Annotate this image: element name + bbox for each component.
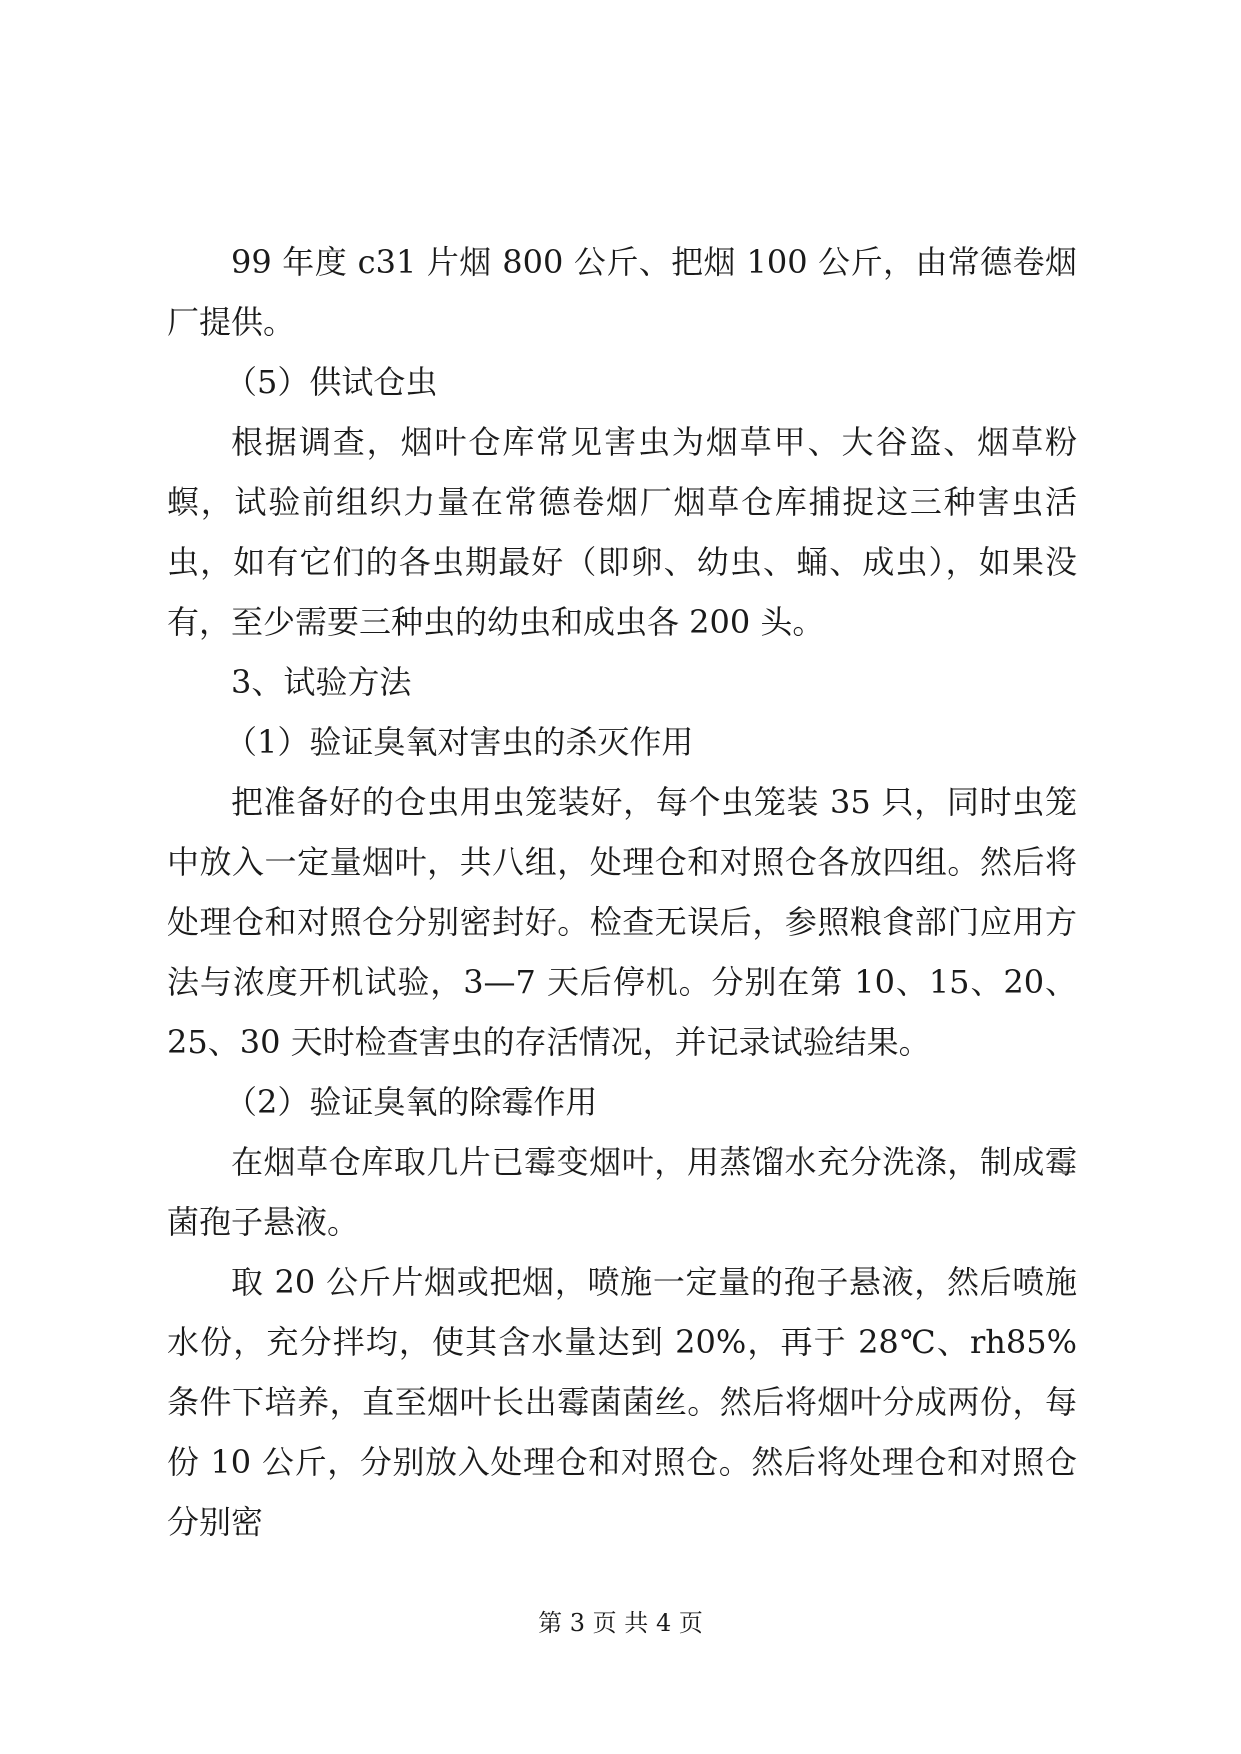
paragraph-tobacco-supply: 99 年度 c31 片烟 800 公斤、把烟 100 公斤，由常德卷烟厂提供。 — [167, 243, 1077, 341]
paragraph-spore-suspension: 在烟草仓库取几片已霉变烟叶，用蒸馏水充分洗涤，制成霉菌孢子悬液。 — [167, 1143, 1077, 1241]
heading-ozone-insecticidal: （1）验证臭氧对害虫的杀灭作用 — [225, 723, 694, 761]
paragraph-insect-survey: 根据调查，烟叶仓库常见害虫为烟草甲、大谷盗、烟草粉螟，试验前组织力量在常德卷烟厂烟草仓库捕捉这三种害虫活虫，如有它们的各虫期最好（即卵、幼虫、蛹、成虫），如果没有，至少需要三种虫的幼虫和成虫各 200 头。 — [167, 423, 1077, 641]
page-number-label: 第 3 页 共 4 页 — [538, 1609, 703, 1637]
paragraph-insect-cage-procedure: 把准备好的仓虫用虫笼装好，每个虫笼装 35 只，同时虫笼中放入一定量烟叶，共八组，处理仓和对照仓各放四组。然后将处理仓和对照仓分别密封好。检查无误后，参照粮食部门应用方法与浓度开机试验，3—7 天后停机。分别在第 10、15、20、25、30 天时检查害虫的存活情况，并记录试验结果。 — [167, 783, 1077, 1061]
heading-test-insects: （5）供试仓虫 — [225, 363, 438, 401]
document-body — [167, 232, 1077, 1552]
heading-test-method: 3、试验方法 — [231, 663, 412, 701]
heading-ozone-antifungal: （2）验证臭氧的除霉作用 — [225, 1083, 598, 1121]
paragraph-mold-culture: 取 20 公斤片烟或把烟，喷施一定量的孢子悬液，然后喷施水份，充分拌均，使其含水量达到 20%，再于 28℃、rh85%条件下培养，直至烟叶长出霉菌菌丝。然后将烟叶分成两份，每份 10 公斤，分别放入处理仓和对照仓。然后将处理仓和对照仓分别密 — [167, 1263, 1077, 1541]
page-footer — [0, 1608, 1241, 1638]
